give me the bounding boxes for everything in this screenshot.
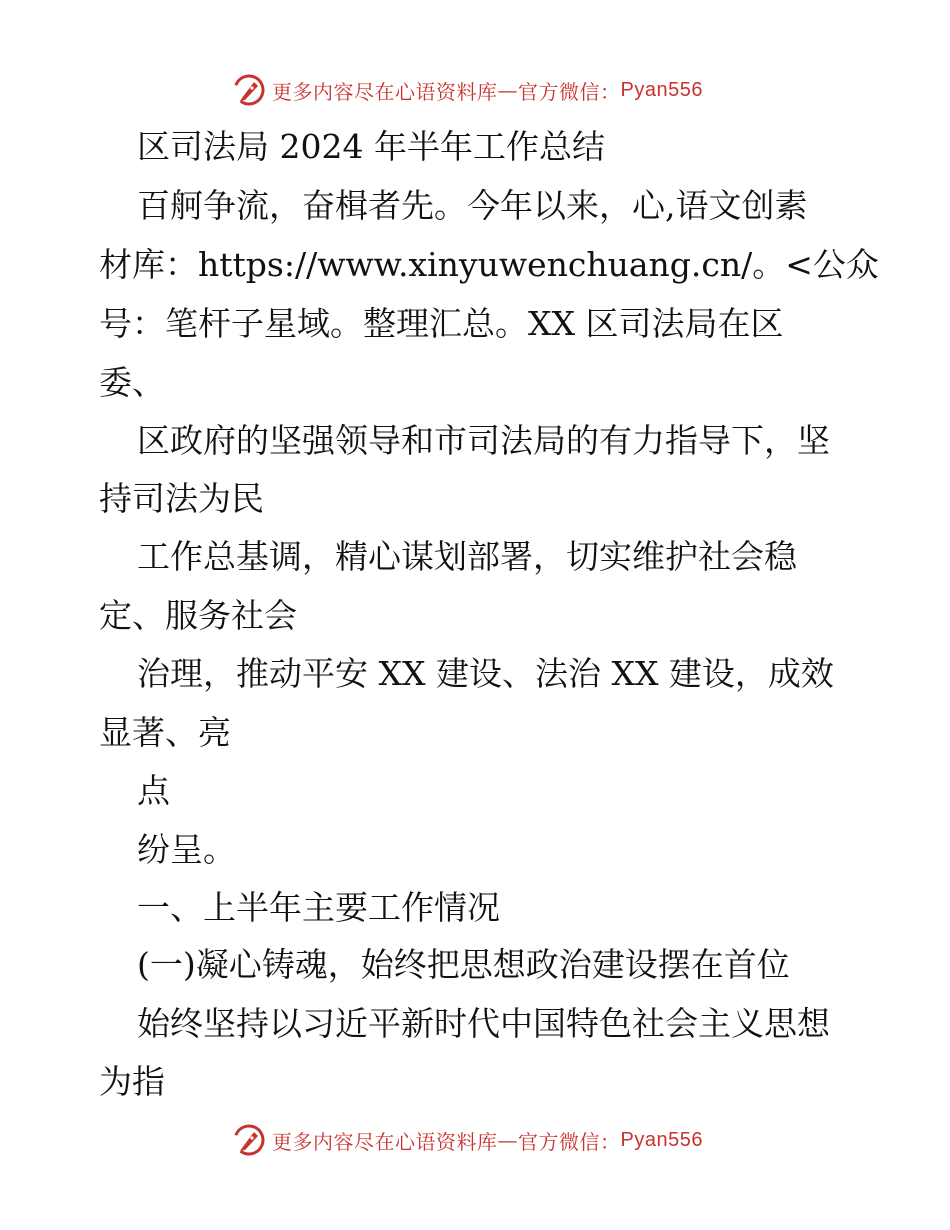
- body-line: 始终坚持以习近平新时代中国特色社会主义思想: [137, 1004, 830, 1043]
- body-line: 点: [137, 771, 170, 810]
- subsection-heading: (一)凝心铸魂，始终把思想政治建设摆在首位: [137, 945, 790, 984]
- body-line: 治理，推动平安 XX 建设、法治 XX 建设，成效: [137, 654, 834, 693]
- watermark-text: 更多内容尽在心语资料库: [272, 79, 498, 104]
- watermark-dash: —: [497, 1128, 518, 1152]
- body-line: 纷呈。: [137, 830, 236, 869]
- body-line: 材库：https://www.xinyuwenchuang.cn/。<公众: [99, 245, 879, 284]
- watermark-wechat-label: 官方微信：: [518, 79, 621, 104]
- body-line: 百舸争流，奋楫者先。今年以来，心,语文创素: [137, 186, 808, 225]
- section-heading: 一、上半年主要工作情况: [137, 888, 500, 927]
- watermark-wechat-label: 官方微信：: [518, 1129, 621, 1154]
- watermark-text: 更多内容尽在心语资料库: [272, 1129, 498, 1154]
- watermark-banner-bottom: [232, 1120, 703, 1160]
- watermark-wechat-id: Pyan556: [620, 78, 703, 101]
- watermark-dash: —: [497, 78, 518, 102]
- body-line: 定、服务社会: [99, 596, 297, 635]
- body-line: 持司法为民: [99, 479, 264, 518]
- body-line: 委、: [99, 363, 165, 402]
- pen-nib-logo-icon: [232, 1123, 266, 1157]
- body-line: 为指: [99, 1062, 165, 1101]
- body-line: 号：笔杆子星域。整理汇总。XX 区司法局在区: [99, 304, 784, 343]
- body-line: 区政府的坚强领导和市司法局的有力指导下，坚: [137, 421, 830, 460]
- watermark-wechat-id: Pyan556: [620, 1128, 703, 1151]
- document-title: 区司法局 2024 年半年工作总结: [137, 127, 605, 166]
- body-line: 工作总基调，精心谋划部署，切实维护社会稳: [137, 537, 797, 576]
- body-line: 显著、亮: [99, 713, 231, 752]
